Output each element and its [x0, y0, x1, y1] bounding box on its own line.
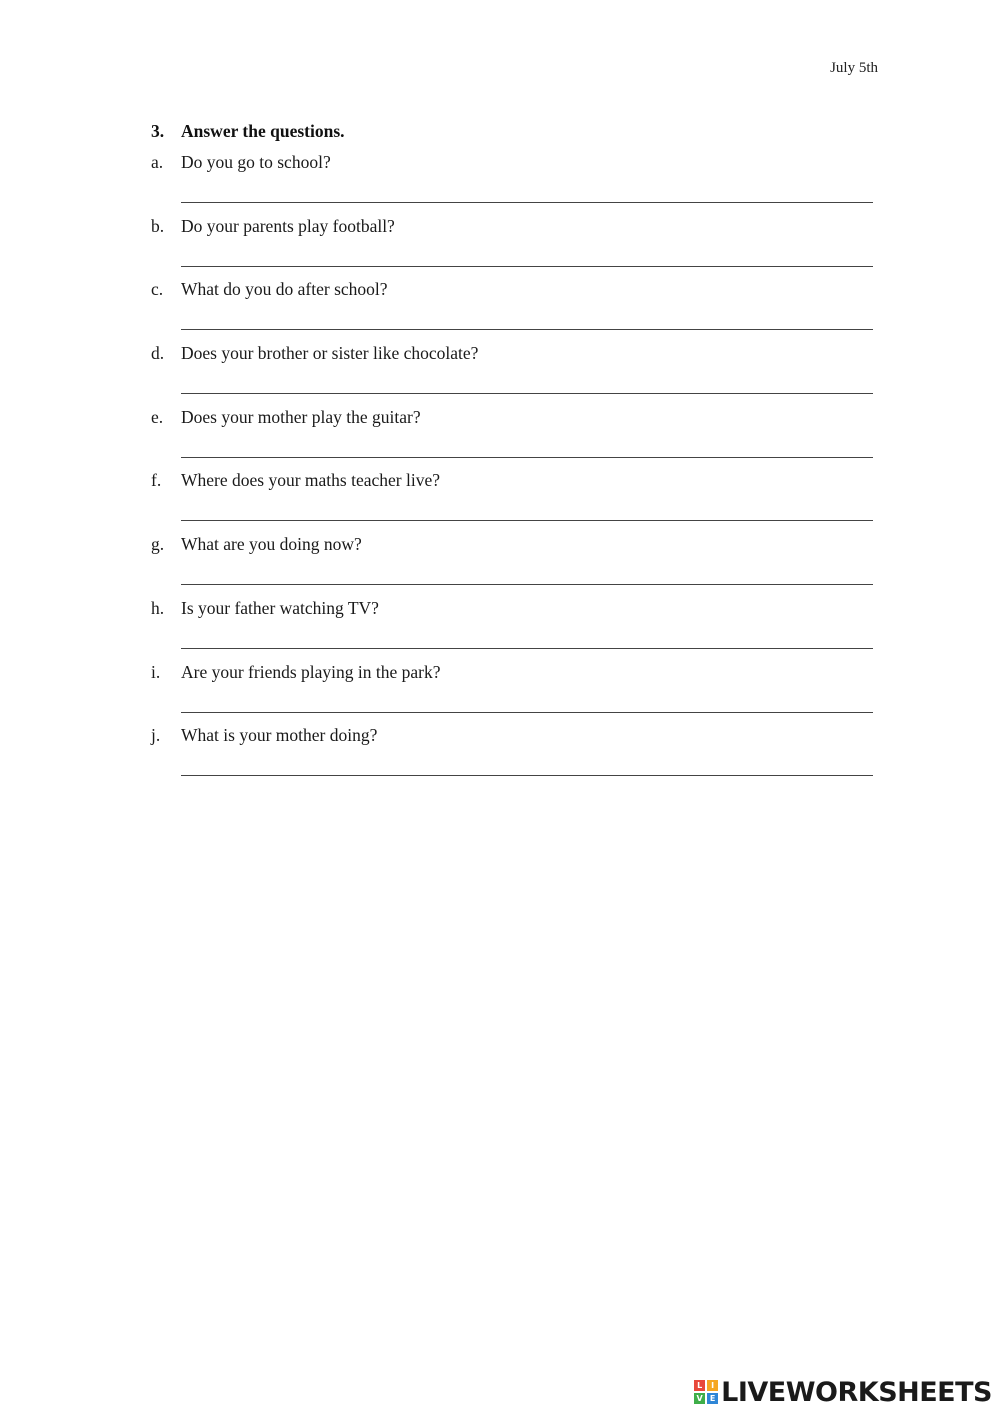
question-item — [151, 216, 873, 280]
question-letter: d. — [151, 343, 165, 364]
question-text: Where does your maths teacher live? — [181, 470, 440, 491]
question-text: Is your father watching TV? — [181, 597, 379, 618]
answer-line[interactable] — [181, 520, 873, 521]
question-item — [151, 598, 873, 662]
question-letter: a. — [151, 152, 164, 172]
question-text: Does your brother or sister like chocolate? — [181, 343, 479, 364]
question-item — [151, 534, 873, 598]
worksheet-date: July 5th — [830, 60, 878, 76]
answer-line[interactable] — [181, 202, 873, 203]
question-letter: b. — [151, 215, 165, 236]
section-title: Answer the questions. — [181, 121, 345, 141]
answer-line[interactable] — [181, 648, 873, 649]
question-item — [151, 725, 873, 789]
logo-blocks — [694, 1380, 718, 1404]
question-text: Does your mother play the guitar? — [181, 406, 421, 427]
question-item — [151, 407, 873, 471]
question-text: Do you go to school? — [181, 152, 331, 172]
logo-text: LIVEWORKSHEETS — [721, 1376, 992, 1408]
logo-block: I — [707, 1380, 718, 1391]
answer-line[interactable] — [181, 266, 873, 267]
question-text: What is your mother doing? — [181, 725, 378, 746]
logo-block: E — [707, 1393, 718, 1404]
question-text: What are you doing now? — [181, 534, 362, 555]
question-list — [151, 152, 873, 789]
answer-line[interactable] — [181, 329, 873, 330]
question-item — [151, 343, 873, 407]
answer-line[interactable] — [181, 712, 873, 713]
section-heading — [151, 121, 345, 142]
question-item — [151, 470, 873, 534]
question-letter: c. — [151, 279, 164, 300]
question-letter: e. — [151, 406, 164, 427]
logo-block: V — [694, 1393, 705, 1404]
question-letter: g. — [151, 534, 165, 555]
logo-block: L — [694, 1380, 705, 1391]
question-text: What do you do after school? — [181, 279, 388, 300]
section-number: 3. — [151, 121, 165, 141]
answer-line[interactable] — [181, 584, 873, 585]
question-item — [151, 279, 873, 343]
question-letter: f. — [151, 470, 162, 491]
question-letter: i. — [151, 661, 161, 682]
liveworksheets-logo — [694, 1377, 992, 1407]
question-text: Are your friends playing in the park? — [181, 661, 441, 682]
question-item — [151, 152, 873, 216]
answer-line[interactable] — [181, 393, 873, 394]
question-text: Do your parents play football? — [181, 215, 395, 236]
question-item — [151, 662, 873, 726]
question-letter: j. — [151, 725, 161, 746]
answer-line[interactable] — [181, 457, 873, 458]
answer-line[interactable] — [181, 775, 873, 776]
question-letter: h. — [151, 597, 165, 618]
